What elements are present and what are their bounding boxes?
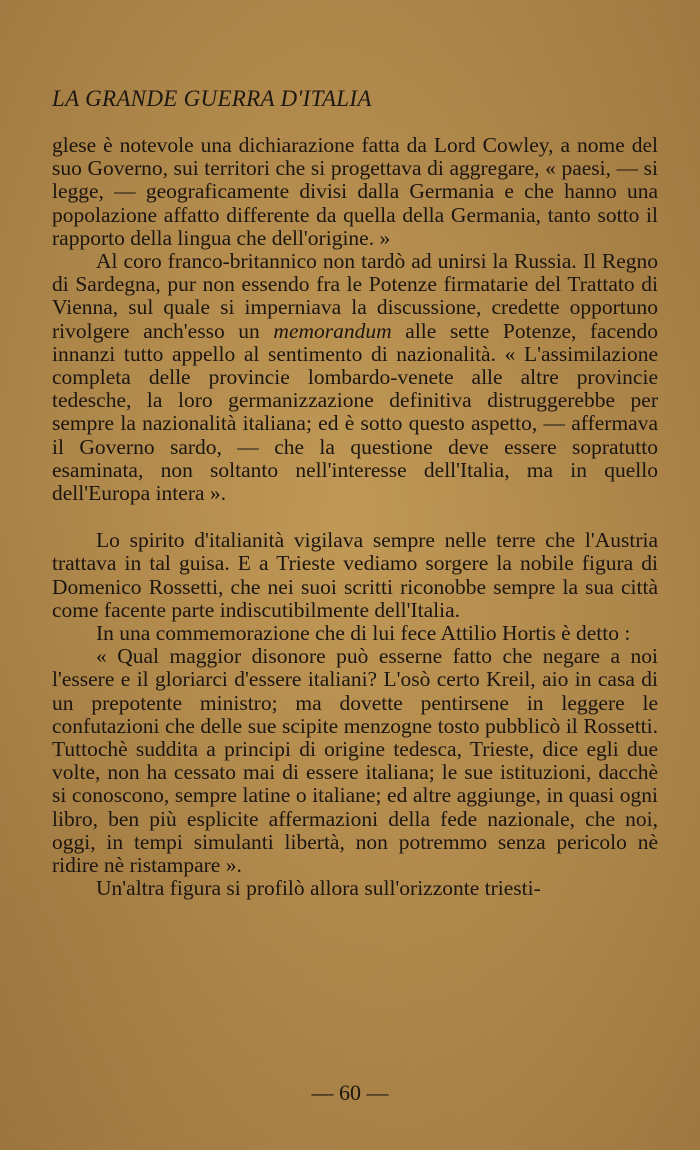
paragraph-1: glese è notevole una dichiarazione fatta da Lord Cowley, a nome del suo Governo, sui territori che si progettava di aggregare, « paesi, — si legge, — geograficamente divisi dalla Germania e che hanno una popolazione affatto differente da quella della Germania, tanto sotto il rapporto della lingua che dell'origine. » [52,133,658,250]
running-header: LA GRANDE GUERRA D'ITALIA [52,86,372,111]
paragraph-2 [52,250,658,505]
paragraph-4: In una commemorazione che di lui fece Attilio Hortis è detto : [96,621,631,646]
paragraph-2-text-b: alle sette Potenze, facendo innanzi tutto appello al sentimento di nazionalità. « L'assimilazione completa delle provincie lombardo-venete alle altre provincie tedesche, la loro germanizzazione definitiva distruggerebbe per sempre la nazionalità italiana; ed è sotto questo aspetto, — affermava il Governo sardo, — che la questione deve essere sopratutto esaminata, non soltanto nell'interesse dell'Italia, ma in quello dell'Europa intera ». [52,318,659,506]
page-number: — 60 — [311,1080,389,1105]
paragraph-6: Un'altra figura si profilò allora sull'orizzonte triesti- [96,876,541,901]
paragraph-3: Lo spirito d'italianità vigilava sempre nelle terre che l'Austria trattava in tal guisa. E a Trieste vediamo sorgere la nobile figura di Domenico Rossetti, che nei suoi scritti riconobbe sempre la sua città come facente parte indiscutibilmente dell'Italia. [52,528,658,622]
page-body [52,134,658,901]
paragraph-5-quotation: « Qual maggior disonore può esserne fatto che negare a noi l'essere e il gloriarci d'essere italiani? L'osò certo Kreil, aio in casa di un prepotente ministro; ma dovette pentirsene in leggere le confutazioni che delle sue scipite menzogne tosto pubblicò il Rossetti. Tuttochè suddita a principi di origine tedesca, Trieste, dice egli due volte, non ha cessato mai di essere italiana; le sue istituzioni, dacchè si conoscono, sempre latine o italiane; ed altre aggiunge, in quasi ogni libro, ben più esplicite affermazioni della fede nazionale, che noi, oggi, in tempi simulanti libertà, non potremmo senza pericolo nè ridire nè ristampare ». [52,644,658,878]
paragraph-2-italic-term: memorandum [273,318,392,343]
paragraph-2-text-a: Al coro franco-britannico non tardò ad unirsi la Russia. Il Regno di Sardegna, pur non essendo fra le Potenze firmatarie del Trattato di Vienna, sul quale si imperniava la discussione, credette opportuno rivolgere anch'esso un [52,249,658,343]
